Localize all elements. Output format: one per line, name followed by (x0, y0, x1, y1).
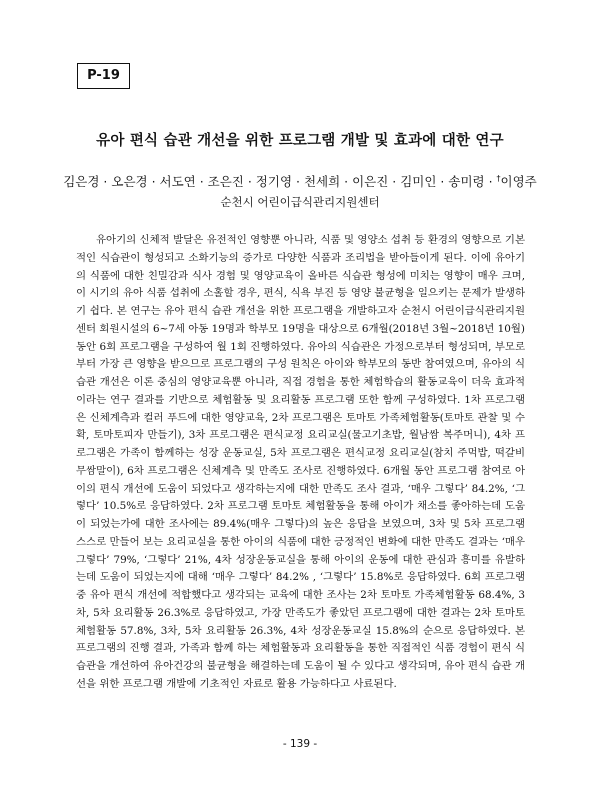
affiliation: 순천시 어린이급식관리지원센터 (220, 195, 380, 209)
abstract-body: 유아기의 신체적 발달은 유전적인 영향뿐 아니라, 식품 및 영양소 섭취 등 환경의 영향으로 기본적인 식습관이 형성되고 소화기능의 증가로 다양한 식품과 조리법을 받아들이게 된다. 이에 유아기의 식품에 대한 친밀감과 식사 경험 및 영양교육이 올바른 식습관 형성에 미치는 영향이 매우 크며, 이 시기의 유아 식품 섭취에 소홀할 경우, 편식, 식욕 부진 등 영양 불균형을 일으키는 문제가 발생하기 쉽다. 본 연구는 유아 편식 습관 개선을 위한 프로그램을 개발하고자 순천시 어린이급식관리지원센터 회원시설의 6~7세 아동 19명과 학부모 19명을 대상으로 6개월(2018년 3월~2018년 10월) 동안 6회 프로그램을 구성하여 월 1회 진행하였다. 유아의 식습관은 가정으로부터 형성되며, 부모로부터 가장 큰 영향을 받으므로 프로그램의 구성 원칙은 아이와 학부모의 동반 참여였으며, 유아의 식습관 개선은 이론 중심의 영양교육뿐 아니라, 직접 경험을 통한 체험학습의 활동교육이 더욱 효과적이라는 연구 결과를 기반으로 체험활동 및 요리활동 프로그램 또한 함께 구성하였다. 1차 프로그램은 신체계측과 컬러 푸드에 대한 영양교육, 2차 프로그램은 토마토 가족체험활동(토마토 관찰 및 수확, 토마토피자 만들기), 3차 프로그램은 편식교정 요리교실(물고기초밥, 월남쌈 복주머니), 4차 프로그램은 가족이 함께하는 성장 운동교실, 5차 프로그램은 편식교정 요리교실(참치 주먹밥, 떡갈비 무쌈말이), 6차 프로그램은 신체계측 및 만족도 조사로 진행하였다. 6개월 동안 프로그램 참여로 아이의 편식 개선에 도움이 되었다고 생각하는지에 대한 만족도 조사 결과, ‘매우 그렇다’ 84.2%, ‘그렇다’ 10.5%로 응답하였다. 2차 프로그램 토마토 체험활동을 통해 아이가 채소를 좋아하는데 도움이 되었는가에 대한 조사에는 89.4%(매우 그렇다)의 높은 응답을 보였으며, 3차 및 5차 프로그램 스스로 만들어 보는 요리교실을 통한 아이의 식품에 대한 긍정적인 변화에 대한 만족도 결과는 ‘매우 그렇다’ 79%, ‘그렇다’ 21%, 4차 성장운동교실을 통해 아이의 운동에 대한 관심과 흥미를 유발하는데 도움이 되었는지에 대해 ‘매우 그렇다’ 84.2% , ‘그렇다’ 15.8%로 응답하였다. 6회 프로그램 중 유아 편식 개선에 적합했다고 생각되는 교육에 대한 조사는 2차 토마토 가족체험활동 68.4%, 3차, 5차 요리활동 26.3%로 응답하였고, 가장 만족도가 좋았던 프로그램에 대한 결과는 2차 토마토 체험활동 57.8%, 3차, 5차 요리활동 26.3%, 4차 성장운동교실 15.8%의 순으로 응답하였다. 본 프로그램의 진행 결과, 가족과 함께 하는 체험활동과 요리활동을 통한 직접적인 식품 경험이 편식 식습관을 개선하여 유아건강의 불균형을 해결하는데 도움이 될 수 있다고 생각되며, 유아 편식 습관 개선을 위한 프로그램 개발에 기초적인 자료로 활용 가능하다고 사료된다. (76, 234, 525, 690)
page-number: - 139 - (282, 738, 318, 750)
paper-title: 유아 편식 습관 개선을 위한 프로그램 개발 및 효과에 대한 연구 (96, 133, 504, 149)
poster-code-box: P-19 (77, 63, 130, 89)
author-list (0, 172, 600, 190)
corresponding-author-name: 이영주 (500, 174, 537, 189)
corresponding-author-mark: † (496, 173, 501, 183)
author-names: 김은경 · 오은경 · 서도연 · 조은진 · 정기영 · 천세희 · 이은진 · 김미인 · 송미령 · (63, 174, 497, 189)
